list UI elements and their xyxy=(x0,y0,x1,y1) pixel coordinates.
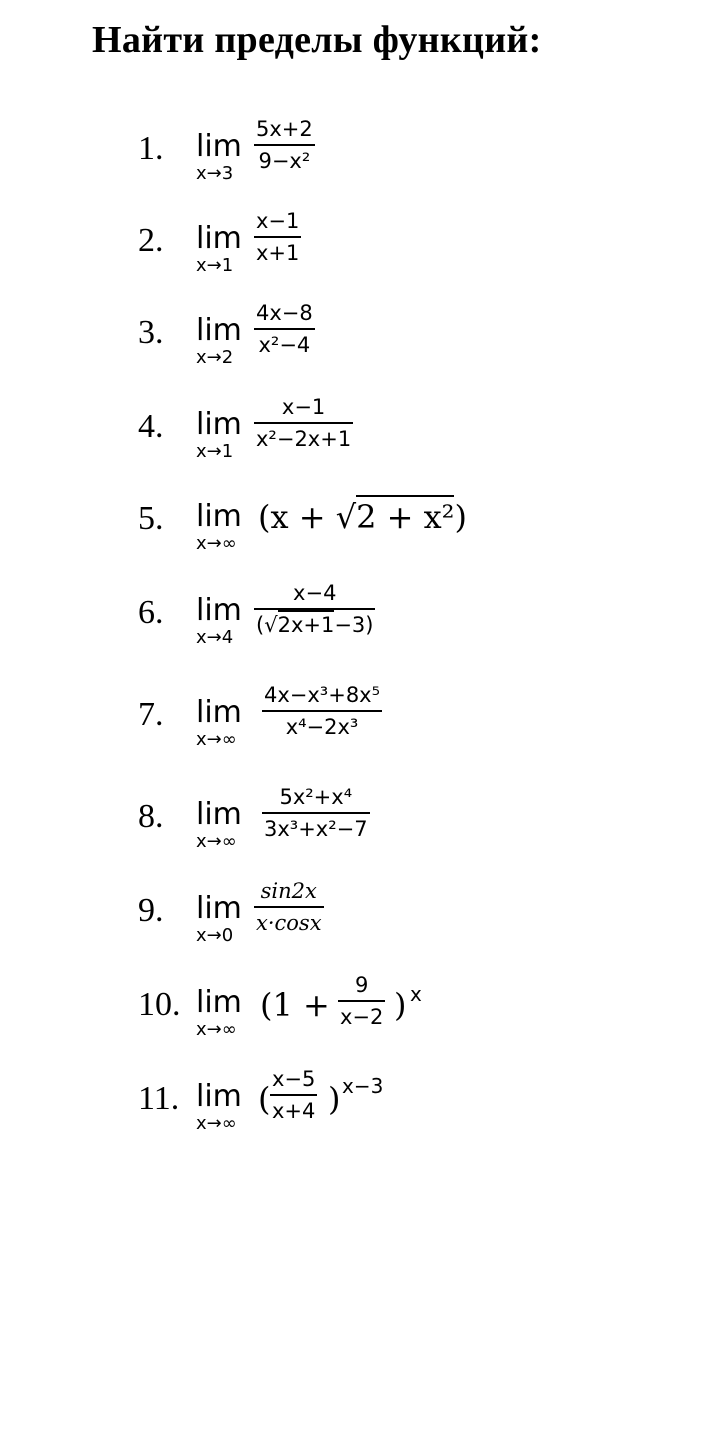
expression-prefix: (1 + xyxy=(260,986,330,1024)
numerator: x−4 xyxy=(293,581,337,605)
numerator: 4x−x³+8x⁵ xyxy=(264,683,381,707)
expression-suffix: ) xyxy=(394,986,407,1024)
denominator: x²−2x+1 xyxy=(256,427,352,451)
item-number: 3. xyxy=(138,314,164,351)
fraction xyxy=(262,784,370,842)
fraction xyxy=(254,394,353,452)
fraction xyxy=(254,580,375,638)
numerator: 5x²+x⁴ xyxy=(279,785,353,809)
radicand: 2 + x² xyxy=(356,495,454,536)
fraction-bar xyxy=(254,906,324,908)
lim-operator: lim x→2 xyxy=(196,314,252,368)
lim-subscript: x→∞ xyxy=(196,1113,237,1134)
lim-subscript: x→2 xyxy=(196,347,234,368)
fraction-bar xyxy=(254,328,315,330)
fraction xyxy=(254,116,315,174)
fraction-bar xyxy=(270,1094,317,1096)
denominator: 3x³+x²−7 xyxy=(264,817,368,841)
denominator: x−2 xyxy=(340,1005,384,1029)
lim-subscript: x→1 xyxy=(196,441,234,462)
lim-subscript: x→∞ xyxy=(196,533,237,554)
lim-operator: lim x→1 xyxy=(196,222,252,276)
lim-subscript: x→1 xyxy=(196,255,234,276)
item-number: 5. xyxy=(138,500,164,537)
numerator: x−5 xyxy=(272,1067,316,1091)
denominator: x⁴−2x³ xyxy=(285,715,359,739)
lim-operator: lim x→0 xyxy=(196,892,252,946)
fraction xyxy=(254,878,324,936)
lim-operator: lim x→3 xyxy=(196,130,252,184)
item-number: 6. xyxy=(138,594,164,631)
denominator: x·cosx xyxy=(256,911,322,935)
fraction-bar xyxy=(254,144,315,146)
fraction xyxy=(254,208,301,266)
item-number: 7. xyxy=(138,696,164,733)
fraction-bar xyxy=(262,710,382,712)
numerator: 4x−8 xyxy=(256,301,313,325)
lim-operator: lim x→∞ xyxy=(196,986,252,1040)
fraction xyxy=(270,1066,317,1124)
fraction-bar xyxy=(254,422,353,424)
item-number: 4. xyxy=(138,408,164,445)
denominator: x+4 xyxy=(272,1099,316,1123)
numerator: x−1 xyxy=(281,395,326,419)
numerator: 9 xyxy=(355,973,369,997)
fraction-bar xyxy=(254,236,301,238)
item-number: 1. xyxy=(138,130,164,167)
item-number: 8. xyxy=(138,798,164,835)
fraction xyxy=(254,300,315,358)
denominator: x+1 xyxy=(256,241,300,265)
item-number: 10. xyxy=(138,986,181,1023)
lim-subscript: x→∞ xyxy=(196,729,237,750)
lim-operator: lim x→∞ xyxy=(196,1080,252,1134)
numerator: 5x+2 xyxy=(256,117,313,141)
denominator: x²−4 xyxy=(258,333,311,357)
lim-operator: lim x→4 xyxy=(196,594,252,648)
exponent: x−3 xyxy=(342,1074,384,1098)
numerator: sin2x xyxy=(260,879,317,903)
fraction-bar xyxy=(338,1000,385,1002)
denominator: 9−x² xyxy=(258,149,311,173)
lim-operator: lim x→∞ xyxy=(196,500,252,554)
lim-subscript: x→0 xyxy=(196,925,234,946)
lim-operator: lim x→1 xyxy=(196,408,252,462)
lim-operator: lim x→∞ xyxy=(196,696,252,750)
radicand: 2x+1 xyxy=(278,610,335,637)
item-number: 2. xyxy=(138,222,164,259)
lim-subscript: x→∞ xyxy=(196,1019,237,1040)
numerator: x−1 xyxy=(256,209,300,233)
item-number: 9. xyxy=(138,892,164,929)
lim-subscript: x→3 xyxy=(196,163,234,184)
expression-prefix: ( xyxy=(258,1080,271,1118)
fraction-bar xyxy=(262,812,370,814)
expression: (x + √2 + x²) xyxy=(258,498,467,536)
lim-subscript: x→4 xyxy=(196,627,234,648)
exponent: x xyxy=(410,982,422,1006)
page-title: Найти пределы функций: xyxy=(92,19,542,61)
fraction xyxy=(338,972,385,1030)
fraction xyxy=(262,682,382,740)
lim-operator: lim x→∞ xyxy=(196,798,252,852)
item-number: 11. xyxy=(138,1080,180,1117)
lim-subscript: x→∞ xyxy=(196,831,237,852)
expression-suffix: ) xyxy=(328,1080,341,1118)
denominator: (√2x+1−3) xyxy=(254,612,375,638)
